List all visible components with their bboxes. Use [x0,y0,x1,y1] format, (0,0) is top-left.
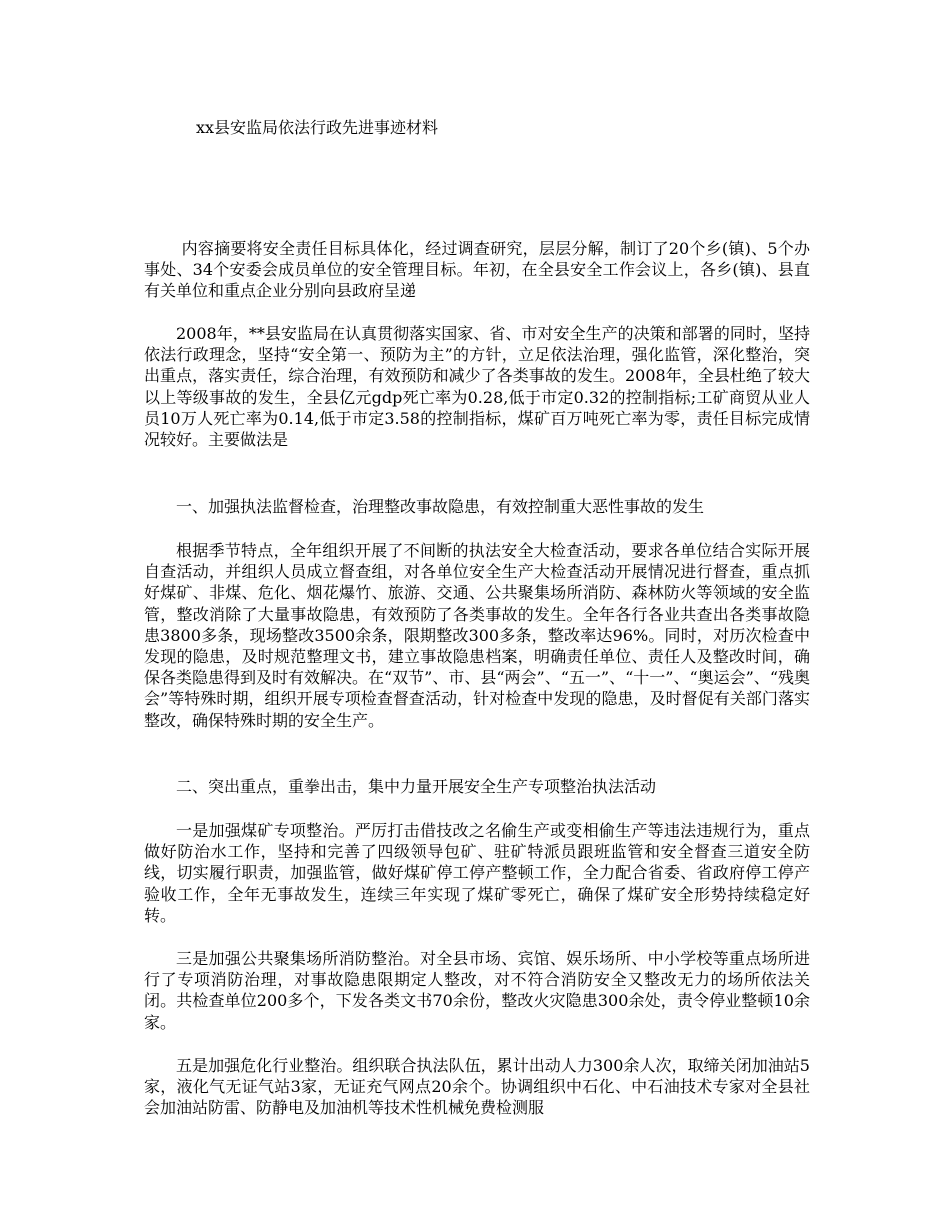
abstract-paragraph: 内容摘要将安全责任目标具体化，经过调查研究，层层分解，制订了20个乡(镇)、5个办事处、34个安委会成员单位的安全管理目标。年初，在全县安全工作会议上，各乡(镇)、县直有关单位和重点企业分别向县政府呈递 [144,239,810,301]
hazardous-chemicals-paragraph: 五是加强危化行业整治。组织联合执法队伍，累计出动人力300余人次，取缔关闭加油站5家，液化气无证气站3家，无证充气网点20余个。协调组织中石化、中石油技术专家对全县社会加油站防雷、防静电及加油机等技术性机械免费检测服 [144,1056,810,1118]
section-heading-2: 二、突出重点，重拳出击，集中力量开展安全生产专项整治执法活动 [176,777,657,796]
section-heading-1: 一、加强执法监督检查，治理整改事故隐患，有效控制重大恶性事故的发生 [176,497,705,516]
inspection-paragraph: 根据季节特点，全年组织开展了不间断的执法安全大检查活动，要求各单位结合实际开展自查活动，并组织人员成立督查组，对各单位安全生产大检查活动开展情况进行督查，重点抓好煤矿、非煤、危化、烟花爆竹、旅游、交通、公共聚集场所消防、森林防火等领域的安全监管，整改消除了大量事故隐患，有效预防了各类事故的发生。全年各行各业共查出各类事故隐患3800多条，现场整改3500余条，限期整改300多条，整改率达96%。同时，对历次检查中发现的隐患，及时规范整理文书，建立事故隐患档案，明确责任单位、责任人及整改时间，确保各类隐患得到及时有效解决。在“双节”、市、县“两会”、“五一”、“十一”、“奥运会”、“残奥会”等特殊时期，组织开展专项检查督查活动，针对检查中发现的隐患，及时督促有关部门落实整改，确保特殊时期的安全生产。 [144,541,810,730]
coal-mine-paragraph: 一是加强煤矿专项整治。严厉打击借技改之名偷生产或变相偷生产等违法违规行为，重点做好防治水工作，坚持和完善了四级领导包矿、驻矿特派员跟班监管和安全督查三道安全防线，切实履行职责，加强监管，做好煤矿停工停产整顿工作，全力配合省委、省政府停工停产验收工作，全年无事故发生，连续三年实现了煤矿零死亡，确保了煤矿安全形势持续稳定好转。 [144,821,810,925]
fire-safety-paragraph: 三是加强公共聚集场所消防整治。对全县市场、宾馆、娱乐场所、中小学校等重点场所进行了专项消防治理，对事故隐患限期定人整改，对不符合消防安全又整改无力的场所依法关闭。共检查单位200多个，下发各类文书70余份，整改火灾隐患300余处，责令停业整顿10余家。 [144,949,810,1032]
document-title: xx县安监局依法行政先进事迹材料 [196,118,439,137]
intro-paragraph: 2008年，**县安监局在认真贯彻落实国家、省、市对安全生产的决策和部署的同时，坚持依法行政理念，坚持“安全第一、预防为主”的方针，立足依法治理，强化监管，深化整治，突出重点，落实责任，综合治理，有效预防和减少了各类事故的发生。2008年，全县杜绝了较大以上等级事故的发生，全县亿元gdp死亡率为0.28,低于市定0.32的控制指标;工矿商贸从业人员10万人死亡率为0.14,低于市定3.58的控制指标，煤矿百万吨死亡率为零，责任目标完成情况较好。主要做法是 [144,324,810,450]
